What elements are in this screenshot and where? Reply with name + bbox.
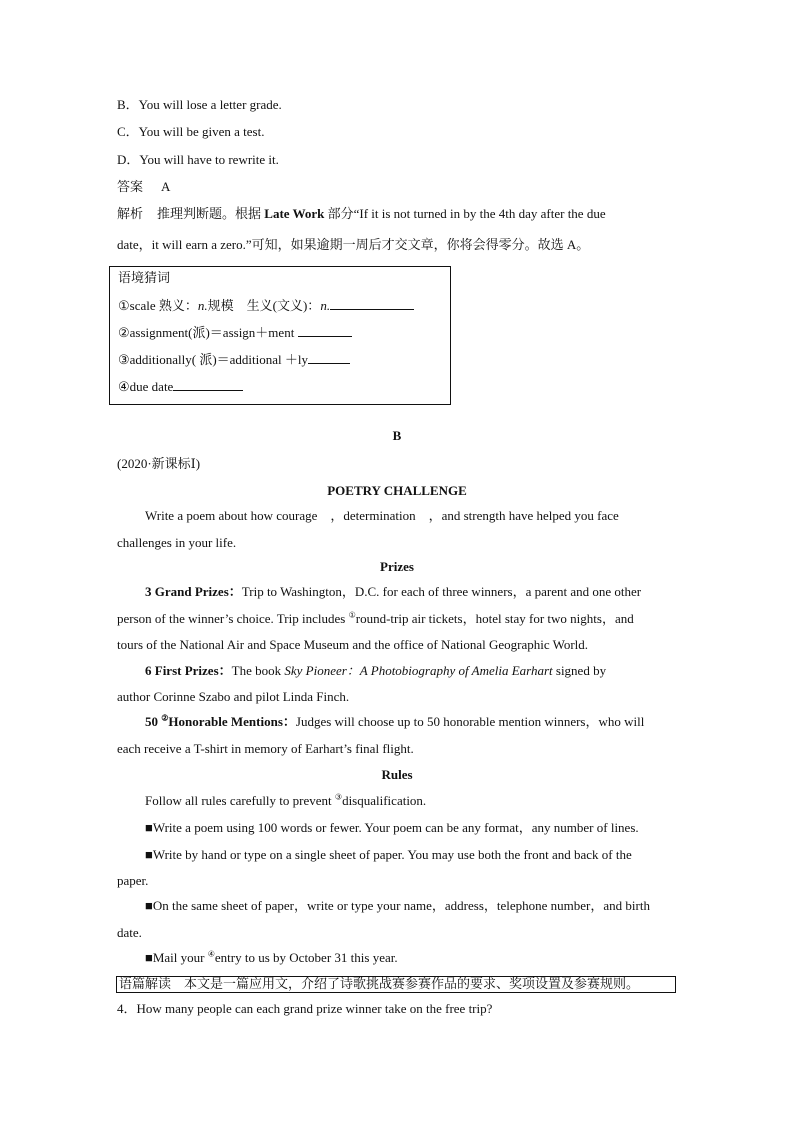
book-title: Sky Pioneer：A Photobiography of Amelia Earhart — [284, 663, 553, 678]
passage-summary: 语篇解读 本文是一篇应用文，介绍了诗歌挑战赛参赛作品的要求、奖项设置及参赛规则。 — [119, 976, 640, 991]
grand-prizes-line-3: tours of the National Air and Space Museum and the office of National Geographic World. — [117, 637, 589, 652]
grand-prizes-label: 3 Grand Prizes： — [145, 584, 242, 599]
rule-2-line-2: paper. — [117, 873, 149, 888]
footnote-marker-4: ④ — [207, 949, 215, 959]
honorable-mentions-line-2: each receive a T-shirt in memory of Earhart’s final flight. — [117, 741, 414, 756]
analysis-line-1: 解析 推理判断题。根据 Late Work 部分“If it is not turned in by the 4th day after the due — [117, 206, 606, 221]
grand-prizes-line-2: person of the winner’s choice. Trip includes ①round-trip air tickets，hotel stay for two nights，and — [117, 610, 634, 626]
fill-blank-4[interactable] — [173, 377, 243, 391]
passage-title: POETRY CHALLENGE — [327, 483, 467, 498]
honorable-mentions-line-1: 50 ②Honorable Mentions：Judges will choose up to 50 honorable mention winners，who will — [145, 713, 645, 729]
first-prizes-line-2: author Corinne Szabo and pilot Linda Finch. — [117, 689, 350, 704]
grand-prizes-line-1: 3 Grand Prizes：Trip to Washington，D.C. for each of three winners，a parent and one other — [145, 584, 642, 599]
option-c: C．You will be given a test. — [117, 124, 265, 139]
answer-value: A — [161, 179, 171, 194]
option-d: D．You will have to rewrite it. — [117, 152, 279, 167]
first-prizes-label: 6 First Prizes： — [145, 663, 232, 678]
option-b: B．You will lose a letter grade. — [117, 97, 282, 112]
footnote-marker-2: ② — [161, 713, 169, 723]
rule-3-line-1: ■On the same sheet of paper，write or type your name，address，telephone number，and birth — [145, 898, 650, 913]
rule-4: ■Mail your ④entry to us by October 31 this year. — [145, 949, 398, 965]
honorable-mentions-label: Honorable Mentions： — [168, 714, 296, 729]
answer-label: 答案 — [117, 179, 144, 194]
fill-blank-2[interactable] — [298, 323, 352, 337]
rule-2-line-1: ■Write by hand or type on a single sheet of paper. You may use both the front and back of the — [145, 847, 632, 862]
vocab-item-4: ④due date — [118, 377, 243, 396]
rule-3-line-2: date. — [117, 925, 142, 940]
rules-intro: Follow all rules carefully to prevent ③disqualification. — [145, 792, 427, 808]
analysis-line-2: date，it will earn a zero.”可知，如果逾期一周后才交文章，你将会得零分。故选 A。 — [117, 237, 590, 252]
vocab-guess-box — [109, 266, 451, 405]
intro-line-2: challenges in your life. — [117, 535, 237, 550]
intro-line-1: Write a poem about how courage ，determination ，and strength have helped you face — [145, 508, 619, 523]
source-label: (2020·新课标Ⅰ) — [117, 456, 201, 471]
answer-line — [117, 178, 677, 196]
analysis-bold-term: Late Work — [264, 206, 325, 221]
rule-1: ■Write a poem using 100 words or fewer. Your poem can be any format，any number of lines. — [145, 820, 639, 835]
fill-blank-3[interactable] — [308, 350, 350, 364]
fill-blank-1[interactable] — [330, 296, 414, 310]
footnote-marker-3: ③ — [334, 792, 343, 802]
section-letter: B — [392, 428, 402, 443]
prizes-heading: Prizes — [380, 559, 414, 574]
vocab-item-3: ③additionally( 派)＝additional ＋ly — [118, 350, 350, 369]
rules-heading: Rules — [381, 767, 413, 782]
vocab-box-title: 语境猜词 — [118, 270, 171, 285]
footnote-marker-1: ① — [348, 610, 356, 620]
vocab-item-2: ②assignment(派)＝assign＋ment — [118, 323, 352, 342]
question-4: 4．How many people can each grand prize winner take on the free trip? — [117, 1001, 493, 1016]
vocab-item-1: ①scale 熟义：n.规模 生义(文义)：n. — [118, 296, 414, 315]
analysis-label: 解析 — [117, 206, 144, 221]
passage-summary-box — [116, 976, 676, 993]
first-prizes-line-1: 6 First Prizes：The book Sky Pioneer：A Photobiography of Amelia Earhart signed by — [145, 663, 607, 678]
